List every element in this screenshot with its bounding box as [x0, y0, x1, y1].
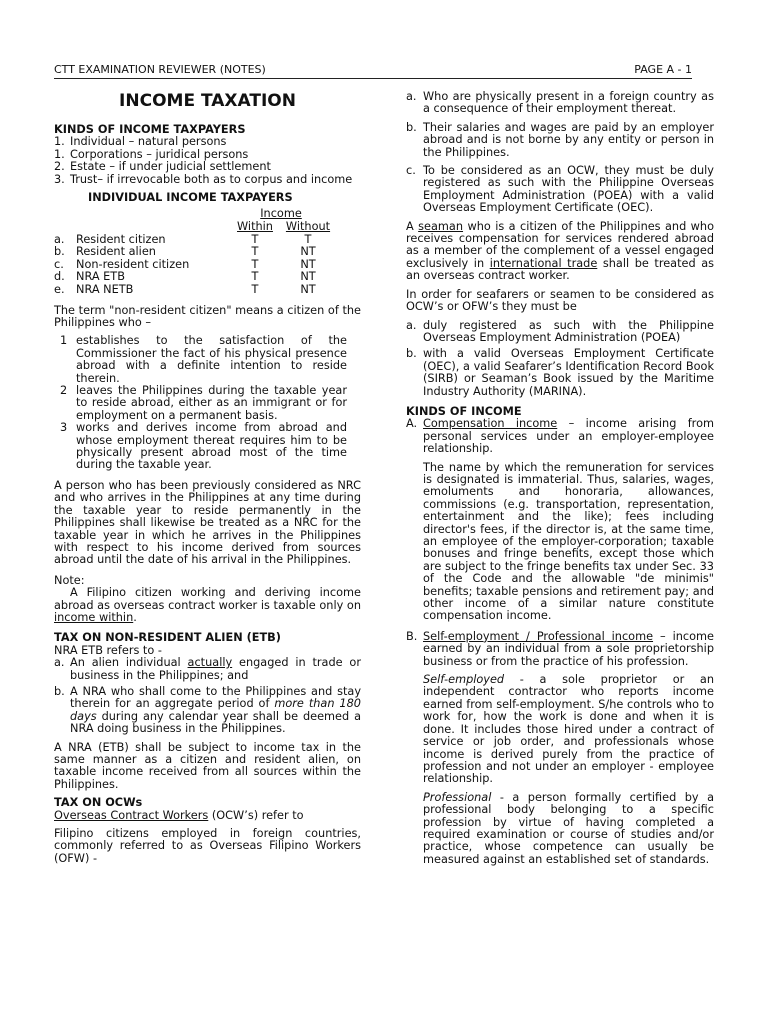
header-title: CTT EXAMINATION REVIEWER (NOTES)	[54, 63, 266, 76]
individual-taxpayers-heading: INDIVIDUAL INCOME TAXPAYERS	[88, 191, 293, 205]
page-title: INCOME TAXATION	[119, 91, 296, 111]
list-item: b. A NRA who shall come to the Philippines and stay therein for an aggregate period of more than 180 days during any calendar year shall be deemed a NRA doing business in the Philippines.	[54, 684, 361, 736]
nrc-list	[54, 335, 361, 471]
ocw-list	[406, 91, 714, 215]
list-item: 3. Trust– if irrevocable both as to corpus and income	[54, 172, 353, 186]
nra-paragraph: A NRA (ETB) shall be subject to income tax in the same manner as a citizen and resident alien, on taxable income received from all sources within the Philippines.	[54, 740, 361, 791]
list-item: 1. Corporations – juridical persons	[54, 147, 249, 161]
note-text: A Filipino citizen working and deriving income abroad as overseas contract worker is taxable only on income within.	[54, 586, 361, 624]
list-item: 1. Individual – natural persons	[54, 135, 227, 149]
table-row: d. NRA ETB T NT	[54, 270, 316, 284]
compensation-paragraph: The name by which the remuneration for services is designated is immaterial. Thus, salaries, wages, emoluments and honoraria, allowances, commissions (e.g. transportation, representation, entertainment and the like); fees including director's fees, if the director is, at the same time, an employee of the employer-corporation; taxable bonuses and fringe benefits, except those which are subject to the fringe benefits tax under Sec. 33 of the Code and the allowable "de minimis" benefits; taxable pensions and retirement pay; and other income of a similar nature constitute compensation income.	[423, 460, 714, 623]
note-label: Note:	[54, 573, 85, 587]
self-employment-item: B. Self-employment / Professional income – income earned by an individual from a sole proprietorship business or from the practice of his profession.	[406, 629, 714, 668]
list-item: a. An alien individual actually engaged in trade or business in the Philippines; and	[54, 656, 361, 682]
ocw-heading: TAX ON OCWs	[54, 796, 143, 810]
right-column	[406, 91, 714, 866]
list-item: 3 works and derives income from abroad and whose employment thereat requires him to be physically present abroad most of the time during the taxable year.	[60, 421, 347, 472]
table-row: a. Resident citizen T T	[54, 232, 312, 246]
table-row: c. Non-resident citizen T NT	[54, 257, 316, 271]
page-header	[54, 64, 692, 79]
seaman-paragraph: A seaman who is a citizen of the Philippines and who receives compensation for services rendered abroad as a member of the complement of a vessel engaged exclusively in international trade shall be treated as an overseas contract worker.	[406, 219, 715, 283]
ocw-definition: Overseas Contract Workers (OCW’s) refer to	[54, 808, 304, 822]
list-item: 2. Estate – if under judicial settlement	[54, 160, 271, 174]
list-item: 2 leaves the Philippines during the taxable year to reside abroad, either as an immigrant or for employment on a permanent basis.	[60, 384, 347, 422]
col-within: Within	[237, 220, 273, 234]
list-item: 1 establishes to the satisfaction of the Commissioner the fact of his physical presence abroad with a definite intention to reside therein.	[60, 334, 347, 385]
kinds-taxpayers-list	[54, 136, 361, 186]
ocw-paragraph: Filipino citizens employed in foreign countries, commonly referred to as Overseas Filipino Workers (OFW) -	[54, 827, 361, 865]
list-item: c. To be considered as an OCW, they must be duly registered as such with the Philippine Overseas Employment Administration (POEA) with a valid Overseas Employment Certificate (OEC).	[406, 164, 714, 215]
taxpayer-table	[54, 208, 334, 296]
kinds-income-heading: KINDS OF INCOME	[406, 404, 522, 418]
nra-intro: NRA ETB refers to -	[54, 643, 162, 657]
list-item: b. with a valid Overseas Employment Certificate (OEC), a valid Seafarer’s Identification Record Book (SIRB) or Seaman’s Book issued by the Maritime Industry Authority (MARINA).	[406, 347, 714, 398]
list-item: b. Their salaries and wages are paid by an employer abroad and is not borne by any entity or person in the Philippines.	[406, 120, 714, 159]
nrc-intro: The term "non-resident citizen" means a citizen of the Philippines who –	[54, 303, 361, 329]
seafarer-intro: In order for seafarers or seamen to be considered as OCW’s or OFW’s they must be	[406, 287, 714, 314]
nrc-paragraph: A person who has been previously considered as NRC and who arrives in the Philippines at any time during the taxable year to reside permanently in the Philippines shall likewise be treated as a NRC for the taxable year in which he arrives in the Philippines with respect to his income derived from sources abroad until the date of his arrival in the Philippines.	[54, 478, 361, 567]
table-row: b. Resident alien T NT	[54, 245, 316, 259]
list-item: a. Who are physically present in a foreign country as a consequence of their employment thereat.	[406, 90, 714, 116]
self-employed-paragraph: Self-employed - a sole proprietor or an independent contractor who reports income earned from self-employment. S/he controls who to work for, how the work is done and when it is done. It includes those hired under a contract of service or job order, and professionals whose income is derived purely from the practice of profession and not under an employer - employee relationship.	[423, 673, 714, 786]
income-label: Income	[260, 207, 302, 221]
nra-heading: TAX ON NON-RESIDENT ALIEN (ETB)	[54, 631, 281, 645]
seafarer-list	[406, 320, 714, 398]
page-number: PAGE A - 1	[634, 63, 692, 76]
list-item: a. duly registered as such with the Philippine Overseas Employment Administration (POEA)	[406, 318, 714, 344]
left-column	[54, 89, 361, 865]
col-without: Without	[285, 220, 331, 234]
compensation-income-item: A. Compensation income – income arising from personal services under an employer-employee relationship.	[406, 417, 714, 456]
professional-paragraph: Professional - a person formally certified by a professional body belonging to a specific profession by virtue of having completed a required examination or course of studies and/or practice, whose competence can usually be measured against an established set of standards.	[423, 790, 714, 866]
kinds-taxpayers-heading: KINDS OF INCOME TAXPAYERS	[54, 123, 246, 136]
table-row: e. NRA NETB T NT	[54, 283, 316, 296]
